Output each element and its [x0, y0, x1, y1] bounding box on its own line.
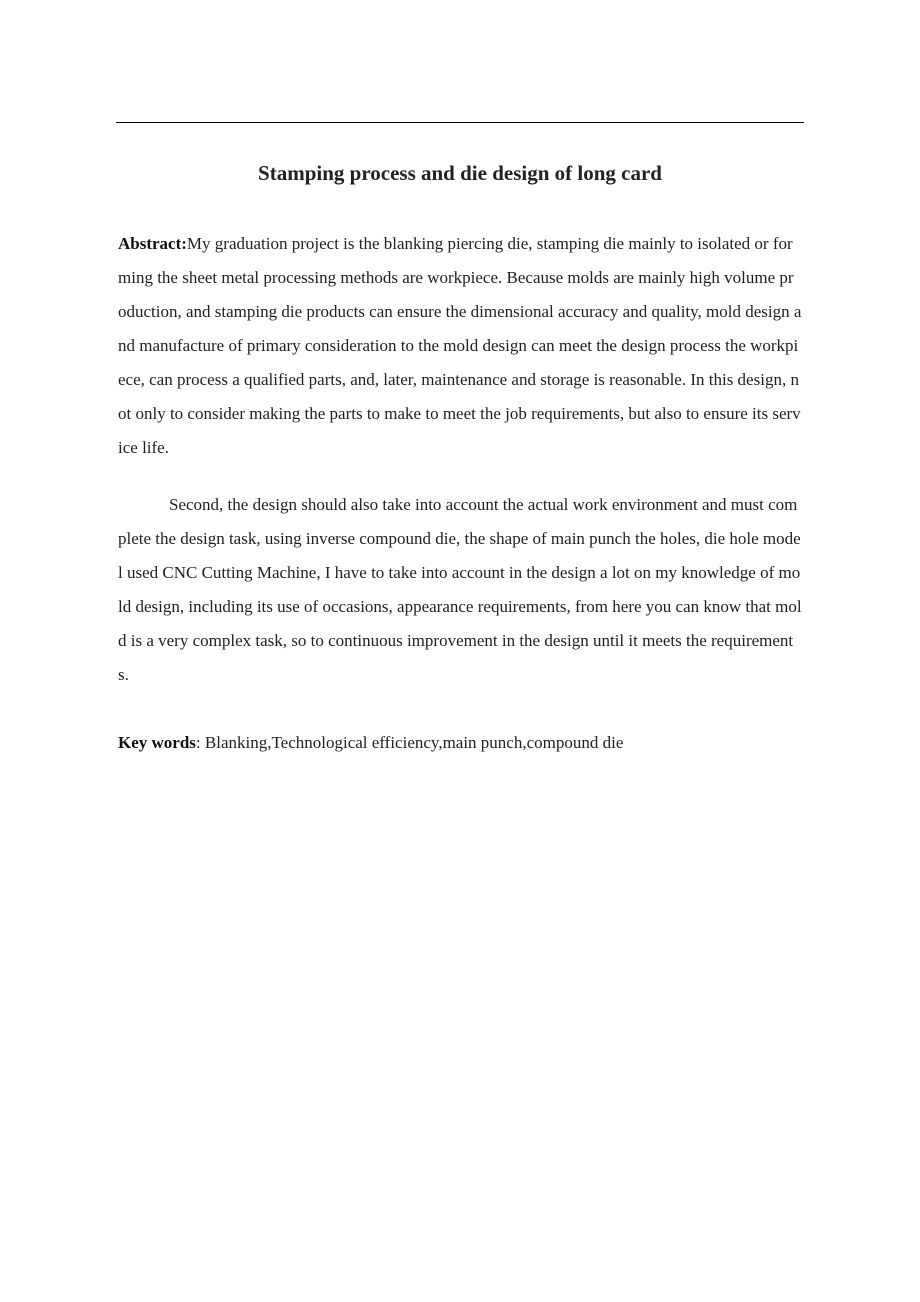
abstract-text: My graduation project is the blanking piercing die, stamping die mainly to isolated or forming the sheet metal processing methods are workpiece. Because molds are mainly high volume production, and stamping die products can ensure the dimensional accuracy and quality, mold design and manufacture of primary consideration to the mold design can meet the design process the workpiece, can process a qualified parts, and, later, maintenance and storage is reasonable. In this design, not only to consider making the parts to make to meet the job requirements, but also to ensure its service life. [118, 234, 802, 457]
header-rule [116, 122, 804, 123]
abstract-paragraph [118, 227, 802, 465]
document-title: Stamping process and die design of long card [258, 161, 662, 185]
keywords-label: Key words [118, 733, 196, 752]
abstract-label: Abstract: [118, 234, 187, 253]
keywords-text: : Blanking,Technological efficiency,main punch,compound die [195, 733, 624, 752]
keywords-paragraph [118, 726, 802, 760]
second-paragraph: Second, the design should also take into account the actual work environment and must complete the design task, using inverse compound die, the shape of main punch the holes, die hole model used CNC Cutting Machine, I have to take into account in the design a lot on my knowledge of mold design, including its use of occasions, appearance requirements, from here you can know that mold is a very complex task, so to continuous improvement in the design until it meets the requirements. [118, 495, 802, 684]
